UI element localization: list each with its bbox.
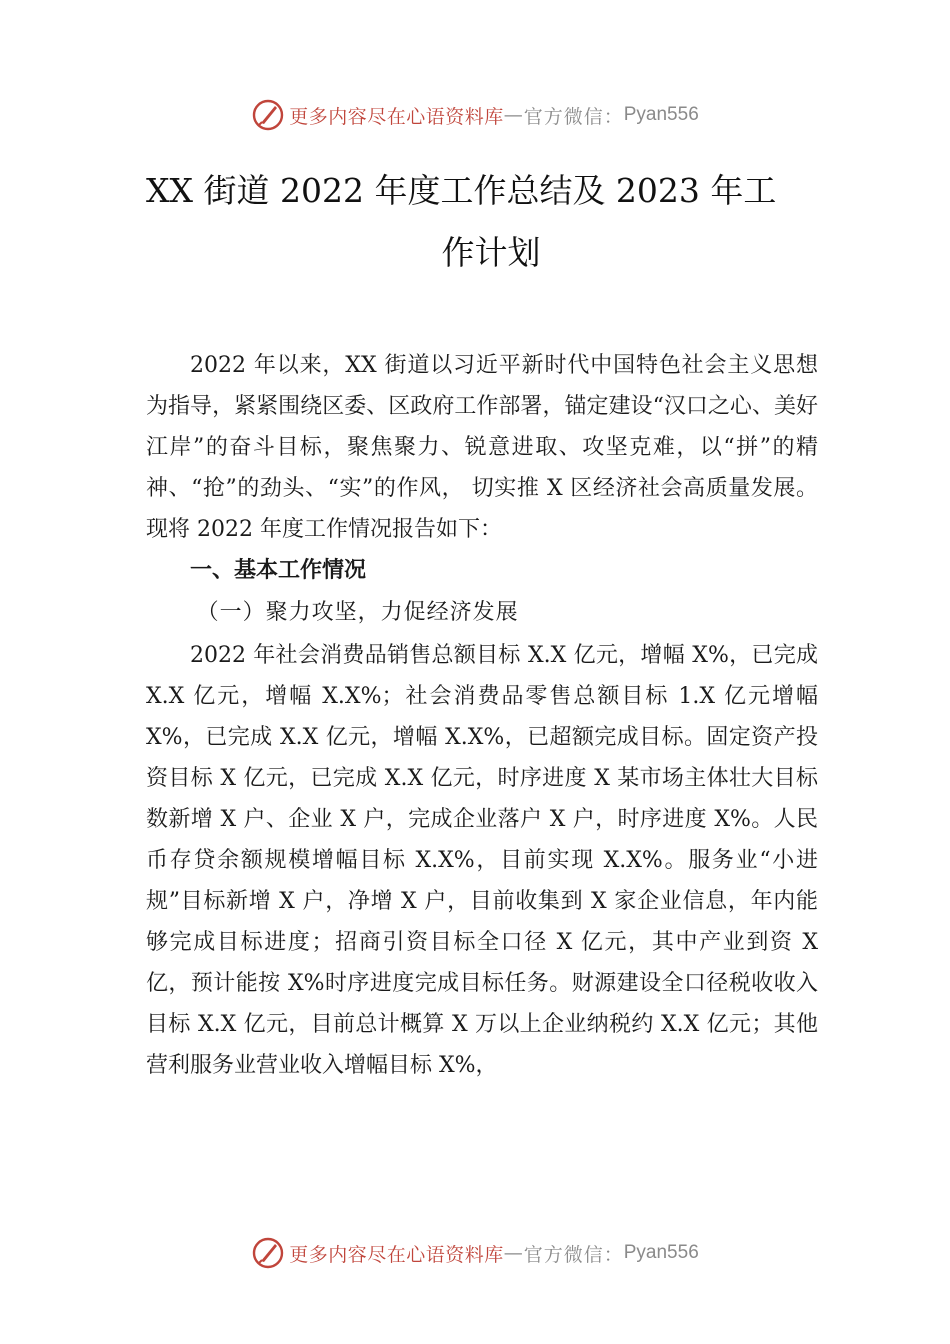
header-watermark-banner	[0, 95, 950, 135]
document-title-line-1: XX 街道 2022 年度工作总结及 2023 年工	[146, 171, 777, 210]
watermark-wechat-id: Pyan556	[623, 104, 699, 125]
intro-paragraph: 2022 年以来，XX 街道以习近平新时代中国特色社会主义思想为指导，紧紧围绕区委、区政府工作部署，锚定建设“汉口之心、美好江岸”的奋斗目标，聚焦聚力、锐意进取、攻坚克难，以“拼”的精神、“抢”的劲头、“实”的作风， 切实推 X 区经济社会高质量发展。现将 2022 年度工作情况报告如下：	[146, 353, 818, 542]
document-title	[146, 160, 806, 284]
document-title-line-2: 作计划	[441, 233, 541, 272]
watermark-wechat-label: 官方微信：	[523, 105, 624, 128]
watermark-separator: —	[503, 1242, 524, 1264]
document-body	[146, 345, 818, 1086]
watermark-wechat-label: 官方微信：	[523, 1243, 624, 1266]
footer-watermark-banner	[0, 1233, 950, 1273]
watermark-brand-text: 更多内容尽在心语资料库	[289, 105, 504, 128]
watermark-separator: —	[503, 104, 524, 126]
quill-pen-logo-icon	[251, 1236, 285, 1270]
watermark-brand-text: 更多内容尽在心语资料库	[289, 1243, 504, 1266]
watermark-wechat-id: Pyan556	[623, 1242, 699, 1263]
body-paragraph: 2022 年社会消费品销售总额目标 X.X 亿元，增幅 X%，已完成 X.X 亿元，增幅 X.X%；社会消费品零售总额目标 1.X 亿元增幅 X%，已完成 X.X 亿元，增幅 X.X%，已超额完成目标。固定资产投资目标 X 亿元，已完成 X.X 亿元，时序进度 X 某市场主体壮大目标数新增 X 户、企业 X 户，完成企业落户 X 户，时序进度 X%。人民币存贷余额规模增幅目标 X.X%，目前实现 X.X%。服务业“小进规”目标新增 X 户，净增 X 户，目前收集到 X 家企业信息，年内能够完成目标进度；招商引资目标全口径 X 亿元，其中产业到资 X 亿，预计能按 X%时序进度完成目标任务。财源建设全口径税收收入目标 X.X 亿元，目前总计概算 X 万以上企业纳税约 X.X 亿元；其他营利服务业营业收入增幅目标 X%，	[146, 643, 818, 1078]
section-heading-1: 一、基本工作情况	[190, 558, 367, 583]
quill-pen-logo-icon	[251, 98, 285, 132]
subsection-heading-1: （一）聚力攻坚，力促经济发展	[196, 600, 519, 625]
